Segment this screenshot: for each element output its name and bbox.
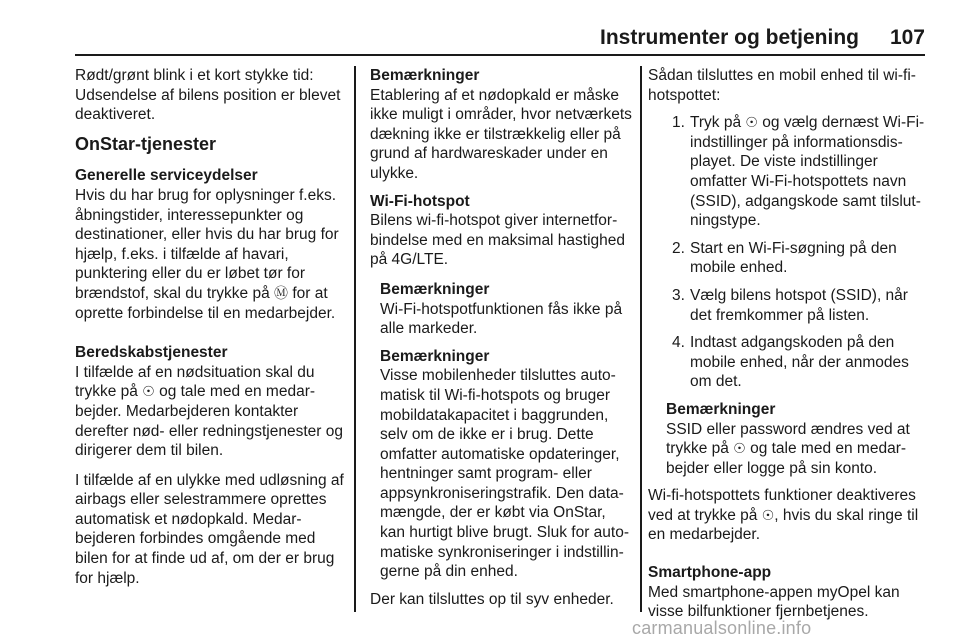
watermark: carmanualsonline.info [632,618,812,638]
connect-intro: Sådan tilsluttes en mobil enhed til wi-fi-hotspottet: [648,67,916,104]
column-middle [370,66,632,619]
note-text: Wi-Fi-hotspotfunktionen fås ikke på alle markeder. [380,300,623,338]
note-block-3 [380,347,632,582]
app-paragraph: Med smartphone-appen myOpel kan visse bilfunktioner fjernbetjenes. [648,583,900,621]
subheading-wifi: Wi-Fi-hotspot [370,192,470,210]
devices-paragraph: Der kan tilsluttes op til syv enheder. [370,590,614,608]
note-block-1 [370,66,632,184]
note-label: Bemærkninger [370,67,480,84]
note-label: Bemærkninger [380,347,490,365]
section-title-onstar: OnStar-tjenester [75,133,217,154]
header-divider [75,54,925,56]
note-text: Etablering af et nødopkald er måske ikke muligt i områder, hvor netværkets dækning ikke er tilstrækkelig eller på grund af hardwareskader under en ulykke. [370,86,632,182]
emergency-paragraph: I tilfælde af en nødsituation skal du trykke på ☉ og tale med en medarbejder. Medarbejderen kontakter derefter nød- eller redningstjenester og dirigerer dem til bilen. [75,363,343,460]
list-item: 1. Tryk på ☉ og vælg dernæst Wi-Fi-indstillinger på informationsdisplayet. De viste indstillinger omfatter Wi-Fi-hotspottets navn (SSID), adgangskode samt tilslutningstype. [672,114,925,230]
deactivate-paragraph: Wi-fi-hotspottets funktioner deaktiveres ved at trykke på ☉, hvis du skal ringe til en medarbejder. [648,487,919,544]
column-divider-left [354,66,356,612]
sos-button-icon: ☉ [733,440,746,457]
sos-button-icon: ☉ [142,383,155,400]
list-item: 2. Start en Wi-Fi-søgning på den mobile enhed. [672,239,897,277]
phone-button-icon: ☉ [745,114,758,131]
column-right [648,66,928,632]
onstar-button-icon: Ⓜ [274,284,289,301]
note-text: SSID eller password ændres ved at trykke på ☉ og tale med en medarbejder eller logge på sin konto. [666,420,910,477]
page-header [75,22,925,52]
intro-paragraph: Rødt/grønt blink i et kort stykke tid: Udsendelse af bilens position er blevet deaktiveret. [75,67,341,124]
page-title: Instrumenter og betjening [599,26,859,49]
subheading-smartphone-app: Smartphone-app [648,564,772,582]
column-left [75,66,345,598]
column-divider-right [640,66,642,612]
connect-steps-list [648,113,928,392]
subheading-general: Generelle serviceydelser [75,167,258,185]
subheading-emergency: Beredskabstjenester [75,344,228,362]
note-label: Bemærkninger [666,400,776,418]
note-block-2 [380,280,632,339]
list-item: 4. Indtast adgangskoden på den mobile enhed, når der anmodes om det. [672,334,909,391]
note-block-4 [666,400,928,478]
page-number: 107 [889,26,925,49]
general-paragraph: Hvis du har brug for oplysninger f.eks. åbningstider, interessepunkter og destinationer, eller hvis du har brug for hjælp, f.eks. i tilfælde af havari, punktering eller du er løbet tør for brændstof, skal du trykke på Ⓜ for at oprette forbindelse til en medarbejder. [75,186,339,322]
list-item: 3. Vælg bilens hotspot (SSID), når det fremkommer på listen. [672,286,908,324]
sos-button-icon: ☉ [761,506,775,523]
accident-paragraph: I tilfælde af en ulykke med udløsning af airbags eller selestrammere oprettes automatisk et nødopkald. Medarbejderen forbindes omgående med bilen for at finde ud af, om der er brug for hjælp. [75,471,344,587]
wifi-paragraph: Bilens wi-fi-hotspot giver internetforbindelse med en maksimal hastighed på 4G/LTE. [370,212,626,269]
note-label: Bemærkninger [380,280,490,298]
note-text: Visse mobilenheder tilsluttes automatisk til Wi-fi-hotspots og bruger mobildatakapacitet i baggrunden, selv om de ikke er i brug. Dette omfatter automatiske opdateringer, hentninger samt program- eller appsynkroniseringstrafik. Den datamængde, der er købt via OnStar, kan hurtigt blive brugt. Sluk for automatiske synkroniseringer i indstillingerne på din enhed. [380,367,630,581]
